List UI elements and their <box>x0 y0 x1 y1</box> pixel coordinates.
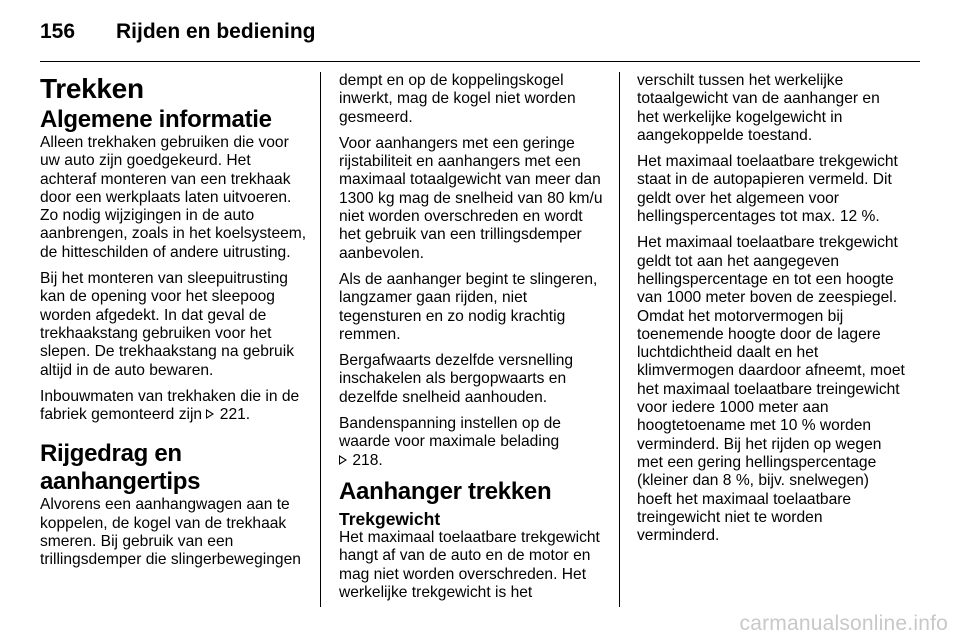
running-title: Rijden en bediening <box>116 20 316 43</box>
heading-trailer-load: Trekgewicht <box>339 508 441 529</box>
paragraph: Alvorens een aanhangwagen aan te koppelen, de kogel van de trekhaak smeren. Bij gebruik van een trillingsdemper die slingerbewegingen <box>40 496 301 569</box>
heading-trailer-towing: Aanhanger trekken <box>339 477 552 505</box>
paragraph: Het maximaal toelaatbare trekgewicht geldt tot aan het aangegeven hellingspercentage en tot een hoogte van 1000 meter boven de zeespiegel. Omdat het motorvermogen bij toenemende hoogte door de lagere luchtdichtheid daalt en het klimvermogen daardoor afneemt, moet het maximaal toelaatbare treingewicht voor iedere 1000 meter aan hoogtetoename met 10 % worden verminderd. Bij het rijden op wegen met een gering hellingspercentage (kleiner dan 8 %, bijv. snelwegen) hoeft het maximaal toelaatbare treingewicht niet te worden verminderd. <box>637 234 905 545</box>
header-rule <box>40 61 920 62</box>
column-divider-1 <box>320 72 321 607</box>
paragraph: Het maximaal toelaatbare trekgewicht staat in de autopapieren vermeld. Dit geldt over het algemeen voor hellingspercentages tot max. 12 %. <box>637 153 898 226</box>
column-2 <box>339 72 607 610</box>
paragraph: dempt en op de koppelingskogel inwerkt, mag de kogel niet worden gesmeerd. <box>339 72 576 126</box>
paragraph: Als de aanhanger begint te slingeren, langzamer gaan rijden, niet tegensturen en zo nodig krachtig remmen. <box>339 270 598 343</box>
paragraph: verschilt tussen het werkelijke totaalgewicht van de aanhanger en het werkelijke kogelgewicht in aangekoppelde toestand. <box>637 72 880 144</box>
paragraph: Het maximaal toelaatbare trekgewicht hangt af van de auto en de motor en mag niet worden overschreden. Het werkelijke trekgewicht is het <box>339 528 600 601</box>
page-reference[interactable]: 221. <box>219 406 251 424</box>
paragraph: Bergafwaarts dezelfde versnelling inschakelen als bergopwaarts en dezelfde snelheid aanhouden. <box>339 352 574 406</box>
section-title: Trekken <box>40 73 144 104</box>
heading-general-info: Algemene informatie <box>40 106 272 133</box>
page-reference[interactable]: 218. <box>352 451 383 469</box>
page-reference-icon <box>206 409 214 419</box>
paragraph-text: Inbouwmaten van trekhaken die in de fabriek gemonteerd zijn <box>40 387 300 424</box>
paragraph: Alleen trekhaken gebruiken die voor uw auto zijn goedgekeurd. Het achteraf monteren van een trekhaak door een werkplaats laten uitvoeren. Zo nodig wijzigingen in de auto aanbrengen, zoals in het koelsysteem, de hitteschilden of andere uitrusting. <box>40 134 307 261</box>
column-3 <box>637 72 905 553</box>
page-reference-icon <box>339 455 347 465</box>
paragraph: Voor aanhangers met een geringe rijstabiliteit en aanhangers met een maximaal totaalgewicht van meer dan 1300 kg mag de snelheid van 80 km/u niet worden overschreden en wordt het gebruik van een trillingsdemper aanbevolen. <box>339 134 603 262</box>
page-header <box>40 18 920 58</box>
paragraph: Bij het monteren van sleepuitrusting kan de opening voor het sleepoog worden afgedekt. In dat geval de trekhaakstang gebruiken voor het slepen. De trekhaakstang na gebruik altijd in de auto bewaren. <box>40 270 294 379</box>
paragraph-with-reference <box>339 415 607 470</box>
paragraph-with-reference <box>40 388 308 425</box>
page-number: 156 <box>40 20 76 43</box>
column-1 <box>40 72 308 578</box>
watermark: carmanualsonline.info <box>739 612 948 635</box>
column-divider-2 <box>619 72 620 607</box>
paragraph-text: Bandenspanning instellen op de waarde voor maximale belading <box>339 415 561 451</box>
heading-driving-tips: Rijgedrag en aanhangertips <box>40 440 201 496</box>
